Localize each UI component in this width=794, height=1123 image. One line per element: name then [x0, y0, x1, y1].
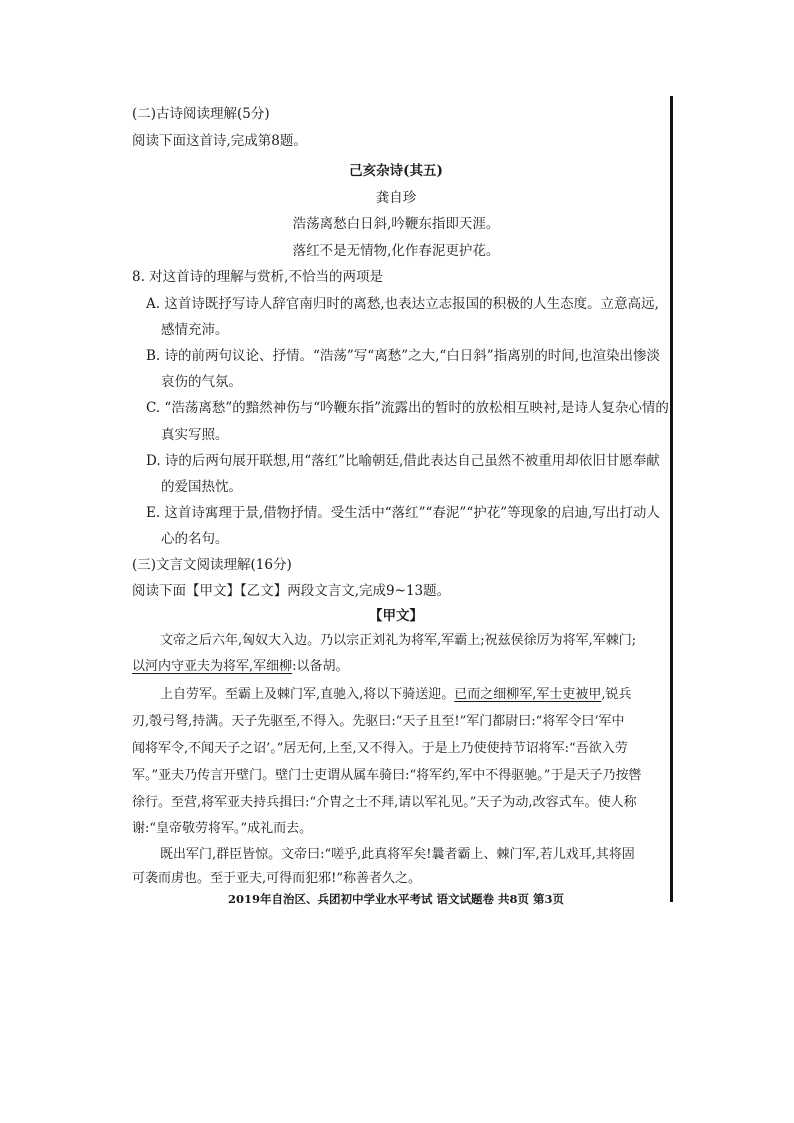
- option-a-line1: A. 这首诗既抒写诗人辞官南归时的离愁,也表达立志报国的积极的人生态度。立意高远,: [146, 296, 659, 312]
- option-c-line2: 真实写照。: [161, 427, 229, 443]
- underlined-sentence-2: 已而之细柳军,军士吏被甲: [454, 687, 602, 702]
- poem-line-1: 浩荡离愁白日斜,吟鞭东指即天涯。: [292, 216, 500, 232]
- para1-line2: [132, 658, 349, 676]
- section2-instruction: 阅读下面这首诗,完成第8题。: [132, 133, 307, 149]
- question-8: 8. 对这首诗的理解与赏析,不恰当的两项是: [132, 269, 383, 285]
- para3-line1: 既出军门,群臣皆惊。文帝曰:“嗟乎,此真将军矣!曩者霸上、棘门军,若儿戏耳,其将固: [160, 847, 635, 862]
- poem-line-2: 落红不是无情物,化作春泥更护花。: [292, 243, 500, 259]
- para1-line1: 文帝之后六年,匈奴大入边。乃以宗正刘礼为将军,军霸上;祝兹侯徐厉为将军,军棘门;: [160, 633, 637, 648]
- para2-line5: 徐行。至营,将军亚夫持兵揖曰:“介胄之士不拜,请以军礼见。”天子为动,改容式车。使人称: [132, 795, 637, 810]
- section3-instruction: 阅读下面【甲文】【乙文】两段文言文,完成9~13题。: [132, 583, 451, 599]
- para2-line2: 刃,彀弓弩,持满。天子先驱至,不得入。先驱曰:“天子且至!”军门都尉曰:“将军令曰‘军中: [132, 714, 625, 729]
- option-a-line2: 感情充沛。: [161, 322, 229, 338]
- option-d-line1: D. 诗的后两句展开联想,用“落红”比喻朝廷,借此表达自己虽然不被重用却依旧甘愿奉献: [146, 453, 660, 469]
- poem-author: 龚自珍: [375, 190, 417, 206]
- para2-line4: 军。”亚夫乃传言开壁门。壁门士吏谓从属车骑曰:“将军约,军中不得驱驰。”于是天子乃按辔: [132, 768, 642, 783]
- section3-heading: (三)文言文阅读理解(16分): [132, 557, 292, 573]
- option-c-line1: C. “浩荡离愁”的黯然神伤与“吟鞭东指”流露出的暂时的放松相互映衬,是诗人复杂心情的: [146, 400, 669, 416]
- para2-line1: [160, 686, 632, 704]
- para3-line2: 可袭而虏也。至于亚夫,可得而犯邪!”称善者久之。: [132, 871, 422, 886]
- para2-line3: 闻将军令,不闻天子之诏’。”居无何,上至,又不得入。于是上乃使使持节诏将军:“吾欲入劳: [132, 741, 628, 756]
- jia-title: 【甲文】: [369, 608, 423, 624]
- para1-line2-rest: :以备胡。: [292, 659, 349, 674]
- option-e-line1: E. 这首诗寓理于景,借物抒情。受生活中“落红”“春泥”“护花”等现象的启迪,写出打动人: [146, 505, 660, 521]
- margin-rule: [670, 96, 673, 902]
- para2-line1-b: ,锐兵: [601, 687, 632, 702]
- poem-title: 己亥杂诗(其五): [349, 163, 443, 179]
- option-d-line2: 的爱国热忱。: [161, 479, 242, 495]
- section2-heading: (二)古诗阅读理解(5分): [132, 106, 270, 122]
- para2-line1-a: 上自劳军。至霸上及棘门军,直驰入,将以下骑送迎。: [160, 687, 455, 702]
- option-b-line1: B. 诗的前两句议论、抒情。“浩荡”写“离愁”之大,“白日斜”指离别的时间,也渲染出惨淡: [146, 348, 660, 364]
- page-footer: 2019年自治区、兵团初中学业水平考试 语文试题卷 共8页 第3页: [227, 892, 565, 906]
- underlined-sentence-1: 以河内守亚夫为将军,军细柳: [132, 659, 293, 674]
- para2-line6: 谢:“皇帝敬劳将军。”成礼而去。: [132, 821, 313, 836]
- option-e-line2: 心的名句。: [161, 531, 229, 547]
- option-b-line2: 哀伤的气氛。: [161, 374, 242, 390]
